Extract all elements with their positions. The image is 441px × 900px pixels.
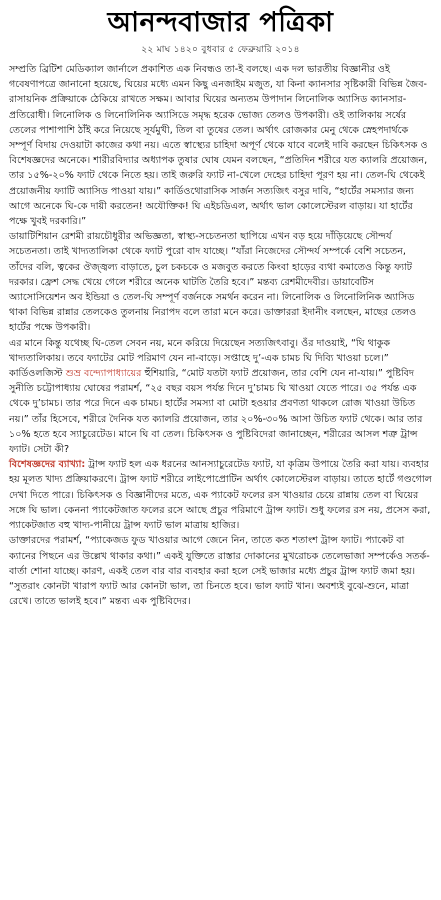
newspaper-title: আনন্দবাজার পত্রিকা	[107, 7, 334, 38]
article-paragraph-5: ডাক্তারদের পরামর্শ, “প্যাকেজড ফুড খাওয়ার আগে জেনে নিন, তাতে কত শতাংশ ট্রান্স ফ্যাট। প্যাকেট বা ক্যানের পিছনে এর উল্লেখ থাকার কথা।” একই যুক্তিতে রাস্তার দোকানের মুখরোচক তেলেভাজা সম্পর্কেও সতর্ক-বার্তা শোনা যাচ্ছে। কারণ, একই তেল বার বার ব্যবহার করা হলে সেই ভাজার মধ্যে প্রচুর ট্রান্স ফ্যাট জমা হয়। “সুতরাং কোনটা খারাপ ফ্যাট আর কোনটা ভাল, তা চিনতে হবে। ভাল ফ্যাট খান। অবশ্যই বুঝে-শুনে, মাত্রা রেখে। তাতে ভালই হবে।” মন্তব্য এক পুষ্টিবিদের।	[9, 535, 430, 608]
experts-explanation-label: বিশেষজ্ঞদের ব্যাখ্যা:	[9, 459, 86, 471]
cardiologist-name-link[interactable]: শুভ্র বন্দ্যোপাধ্যায়ের	[65, 368, 142, 380]
article-body	[9, 62, 432, 609]
paragraph-3-text-b: হুঁশিয়ারি, “মোট যতটা ফ্যাট প্রয়োজন, তার বেশি যেন না-যায়।” পুষ্টিবিদ সুনীতি চট্টোপাধ্যায় ঘোষের পরামর্শ, “২৫ বছর বয়স পর্যন্ত দিনে দু’চামচ ঘি খাওয়া যেতে পারে। ৩৫ পর্যন্ত এক থেকে দু’চামচ। তার পরে দিনে এক চামচ। হার্টের সমস্যা বা মোটা হওয়ার প্রবণতা থাকলে রোজ খাওয়া উচিত নয়।” তাঁর হিসেবে, শরীরে দৈনিক যত ক্যালরি প্রয়োজন, তার ২০%-৩০% আসা উচিত ফ্যাট থেকে। আর তার ১০% হতে হবে স্যাচুরেটেড। মানে ঘি বা তেল। চিকিৎসক ও পুষ্টিবিদেরা জানাচ্ছেন, শরীরের আসল শত্রু ট্রান্স ফ্যাট। সেটা কী?	[9, 368, 423, 456]
article-paragraph-4	[9, 457, 432, 533]
article-paragraph-2: ডায়াটিশিয়ান রেশমী রায়চৌধুরীর অভিজ্ঞতা, স্বাস্থ্য-সচেতনতা ছাপিয়ে এখন বড় হয়ে দাঁড়িয়েছে সৌন্দর্য সচেতনতা। তাই খাদ্যতালিকা থেকে ফ্যাট পুরো বাদ যাচ্ছে। “যাঁরা নিজেদের সৌন্দর্য সম্পর্কে বেশি সচেতন, তাঁদের বলি, ত্বকের ঔজ্জ্বল্য বাড়াতে, চুল চকচকে ও মজবুত করতে কিংবা হাড়ের ব্যথা কমাতেও কিন্তু ফ্যাট দরকার। ফ্রেশ সেদ্ধ খেয়ে গেলে শরীরে অনেক ঘাটতি তৈরি হবে।” মন্তব্য রেশমীদেবীর। ডায়াবেটিস অ্যাসোসিয়েশন অব ইন্ডিয়া ও তেল-ঘি সম্পূর্ণ বর্জনকে সমর্থন করেন না। লিনোলিক ও লিনোলিনিক অ্যাসিড থাকা বিভিন্ন রান্নার তেলকেও তুলনায় নিরাপদ বলে তারা মনে করে। ডাক্তাররা ইদানীং বলছেন, মাছের তেলও হার্টের পক্ষে উপকারী।	[9, 231, 417, 334]
dateline: ২২ মাঘ ১৪২০ বুধবার ৫ ফেব্রুয়ারি ২০১৪	[141, 45, 300, 55]
masthead	[9, 0, 432, 56]
paragraph-3-text-a: এর মানে কিন্তু যথেচ্ছ ঘি-তেল সেবন নয়, মনে করিয়ে দিয়েছেন সত্যজিৎবাবু। ওঁর দাওয়াই, “ঘি থাকুক খাদ্যতালিকায়। তবে ফ্যাটের মোট পরিমাণ যেন না-বাড়ে। সপ্তাহে দু’-এক চামচ ঘি দিব্যি খাওয়া চলে।” কার্ডিওলজিস্ট	[9, 337, 391, 380]
paragraph-4-text: ট্রান্স ফ্যাট হল এক ধরনের আনস্যাচুরেটেড ফ্যাট, যা কৃত্রিম উপায়ে তৈরি করা যায়। ব্যবহার হয় মূলত খাদ্য প্রক্রিয়াকরণে। ট্রান্স ফ্যাট শরীরে লাইপোপ্রোটিন অর্থাৎ কোলেস্টেরল বাড়ায়। তাতে হার্টে গণ্ডগোল দেখা দিতে পারে। চিকিৎসক ও বিজ্ঞানীদের মতে, এক প্যাকেট ফলের রস খাওয়ার চেয়ে রান্নায় তেল বা ঘিয়ের সঙ্গে ঘি ভাল। কেননা প্যাকেটজাত ফলের রসে আছে প্রচুর পরিমাণে ট্রান্স ফ্যাট। শুধু ফলের রস নয়, প্রসেস করা, প্যাকেটজাত বহু খাদ্য-পানীয়ে ট্রান্স ফ্যাট ভাল মাত্রায় হাজির।	[9, 459, 432, 532]
article-paragraph-1: সম্প্রতি ব্রিটিশ মেডিক্যাল জার্নালে প্রকাশিত এক নিবন্ধও তা-ই বলছে। এক দল ভারতীয় বিজ্ঞানীর ওই গবেষণাপত্রে জানানো হয়েছে, ঘিয়ের মধ্যে এমন কিছু এনজাইম মজুত, যা কিনা ক্যানসার সৃষ্টিকারী বিভিন্ন জৈব-রাসায়নিক প্রক্রিয়াকে ঠেকিয়ে রাখতে সক্ষম। আবার ঘিয়ের অন্যতম উপাদান লিনোলিক অ্যাসিড ক্যানসার-প্রতিরোধী। লিনোলিক ও লিনোলিনিক অ্যাসিডে সমৃদ্ধ হরেক ভোজ্য তেলও উপকারী। ওই তালিকায় সর্ষের তেলের পাশাপাশি ঠাঁই করে নিয়েছে সূর্যমুখী, তিল বা তুষের তেল। অর্থাৎ রোজকার মেনু থেকে স্নেহপদার্থকে সম্পূর্ণ বিদায় দেওয়াটা কাজের কথা নয়। এতে স্বাস্থ্যের চাহিদা অপূর্ণ থেকে যাবে বলেই দাবি করছেন চিকিৎসক ও বিশেষজ্ঞদের অনেকে। শারীরবিদ্যার অধ্যাপক তুষার ঘোষ যেমন বলছেন, “প্রতিদিন শরীরে যত ক্যালরি প্রয়োজন, তার ১৫%-২০% ফ্যাট থেকে নিতে হয়। তাই জরুরি ফ্যাট না-খেলে দেহের চাহিদা পূরণ হয় না। তেল-ঘি থেকেই প্রয়োজনীয় ফ্যাটি অ্যাসিড পাওয়া যায়।” কার্ডিওথোরাসিক সার্জন সত্যজিৎ বসুর দাবি, “হার্টের সমস্যার জন্য আগে অনেকে ঘি-কে দায়ী করতেন! অযৌক্তিক! ঘি এইচডিএল, অর্থাৎ ভাল কোলেস্টেরল বাড়ায়। যা হার্টের পক্ষে খুবই দরকারি।”	[9, 64, 428, 228]
article-paragraph-3	[9, 336, 432, 458]
